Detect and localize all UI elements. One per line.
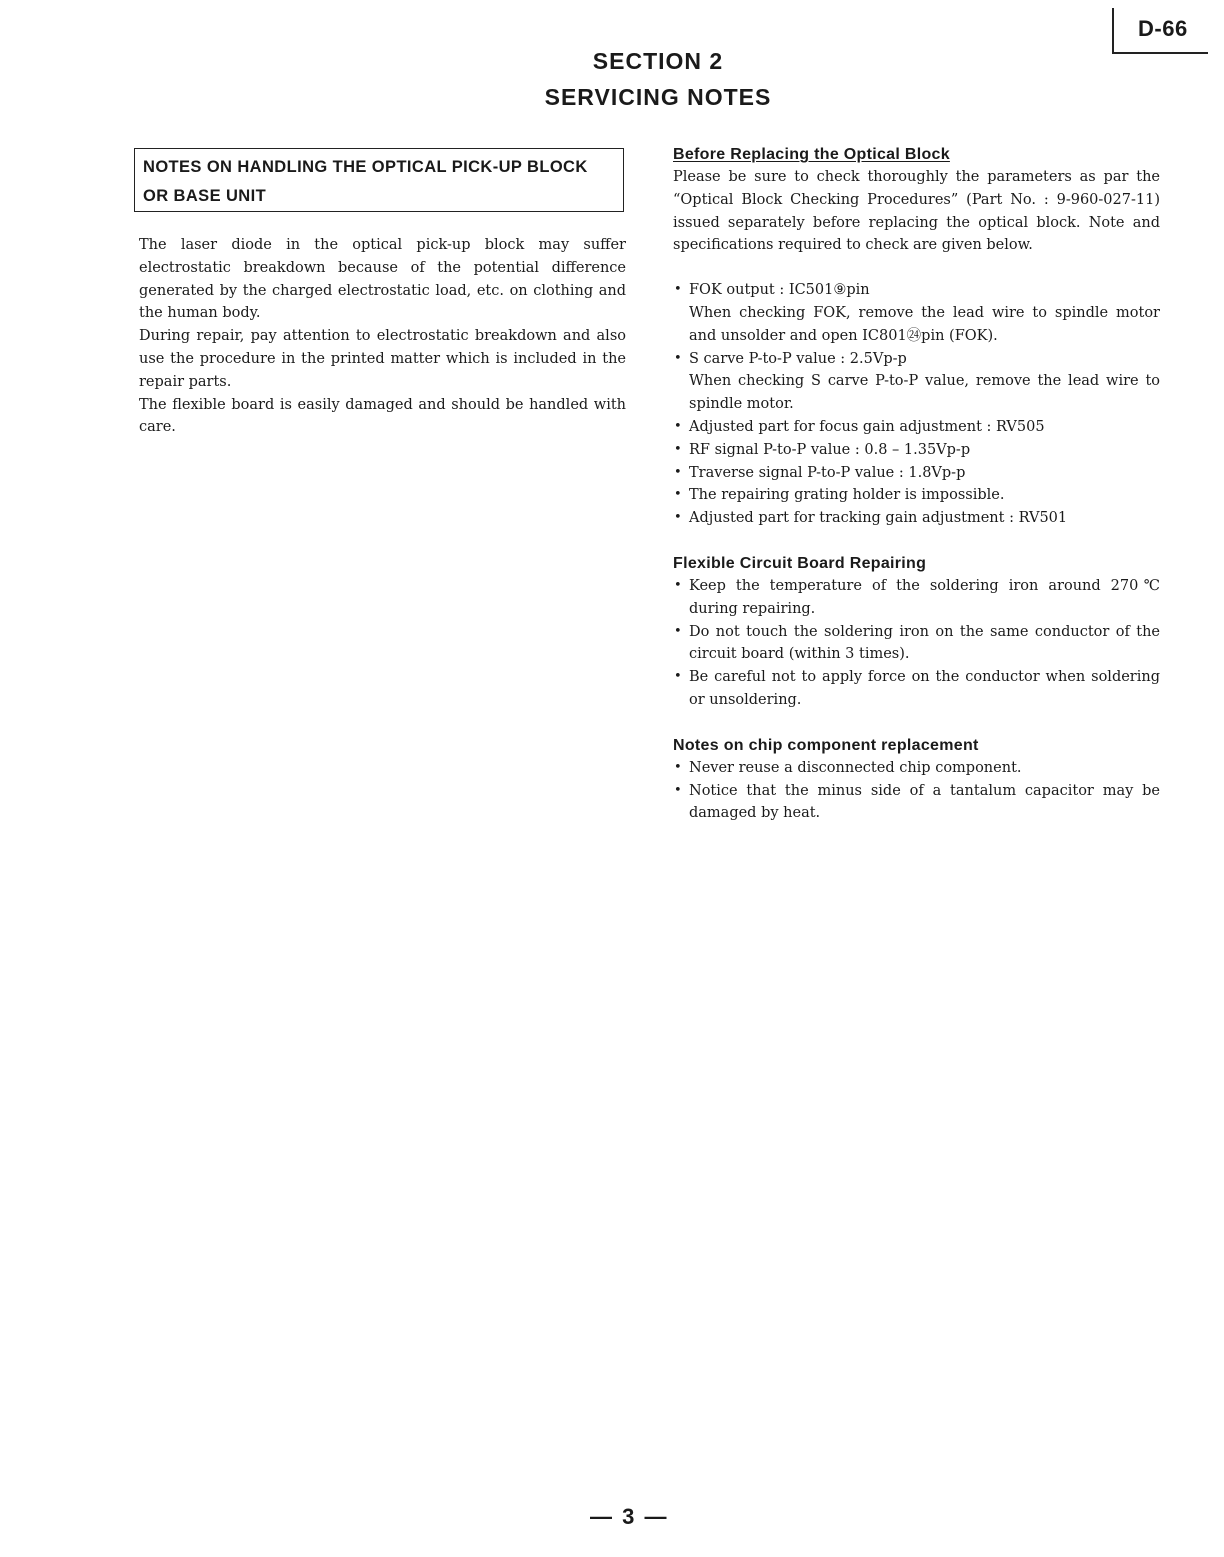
flexible-board-heading: Flexible Circuit Board Repairing (673, 554, 927, 572)
page-title: SERVICING NOTES (544, 84, 772, 110)
list-item: • Keep the temperature of the soldering iron around 270℃ during repairing. (673, 575, 1160, 621)
list-item: • Adjusted part for tracking gain adjustment : RV501 (673, 507, 1160, 530)
list-item: • The repairing grating holder is impossible. (673, 484, 1160, 507)
chip-component-list (673, 757, 1160, 825)
handling-paragraph: The flexible board is easily damaged and should be handled with care. (139, 396, 626, 436)
list-item: • Be careful not to apply force on the conductor when soldering or unsoldering. (673, 666, 1160, 712)
list-item (673, 279, 1160, 347)
section-number: SECTION 2 (592, 48, 724, 74)
list-item: • Adjusted part for focus gain adjustment : RV505 (673, 416, 1160, 439)
list-item-text: • S carve P-to-P value : 2.5Vp-p (689, 350, 907, 367)
list-item: • RF signal P-to-P value : 0.8 – 1.35Vp-p (673, 439, 1160, 462)
list-item-text: • FOK output : IC501⑨pin (689, 282, 870, 299)
flexible-board-list (673, 575, 1160, 712)
handling-paragraph: During repair, pay attention to electrostatic breakdown and also use the procedure in the printed matter which is included in the repair parts. (139, 328, 626, 390)
list-item: • Do not touch the soldering iron on the same conductor of the circuit board (within 3 times). (673, 621, 1160, 667)
handling-notes-heading-line2: OR BASE UNIT (143, 187, 267, 205)
optical-block-intro: Please be sure to check thoroughly the parameters as par the “Optical Block Checking Procedures” (Part No. : 9-960-027-11) issued separately before replacing the optical block. Note and specifications required to check are given below. (673, 169, 1160, 254)
right-column (673, 144, 1160, 825)
list-item-note: When checking S carve P-to-P value, remove the lead wire to spindle motor. (689, 373, 1160, 413)
optical-block-list (673, 279, 1160, 530)
list-item: • Traverse signal P-to-P value : 1.8Vp-p (673, 462, 1160, 485)
optical-block-heading: Before Replacing the Optical Block (673, 146, 950, 163)
handling-notes-heading-line1: NOTES ON HANDLING THE OPTICAL PICK-UP BLOCK (143, 158, 588, 176)
list-item-note: When checking FOK, remove the lead wire to spindle motor and unsolder and open IC801㉔pin (FOK). (689, 304, 1160, 344)
handling-notes-heading-box (134, 148, 624, 212)
list-item: • Never reuse a disconnected chip component. (673, 757, 1160, 780)
list-item (673, 348, 1160, 416)
chip-component-heading: Notes on chip component replacement (673, 736, 979, 754)
list-item: • Notice that the minus side of a tantalum capacitor may be damaged by heat. (673, 780, 1160, 826)
handling-paragraph: The laser diode in the optical pick-up block may suffer electrostatic breakdown because of the potential difference generated by the charged electrostatic load, etc. on clothing and the human body. (139, 237, 626, 322)
page-number: — 3 — (590, 1504, 669, 1529)
handling-notes-body (139, 234, 626, 439)
model-label: D-66 (1138, 16, 1188, 41)
